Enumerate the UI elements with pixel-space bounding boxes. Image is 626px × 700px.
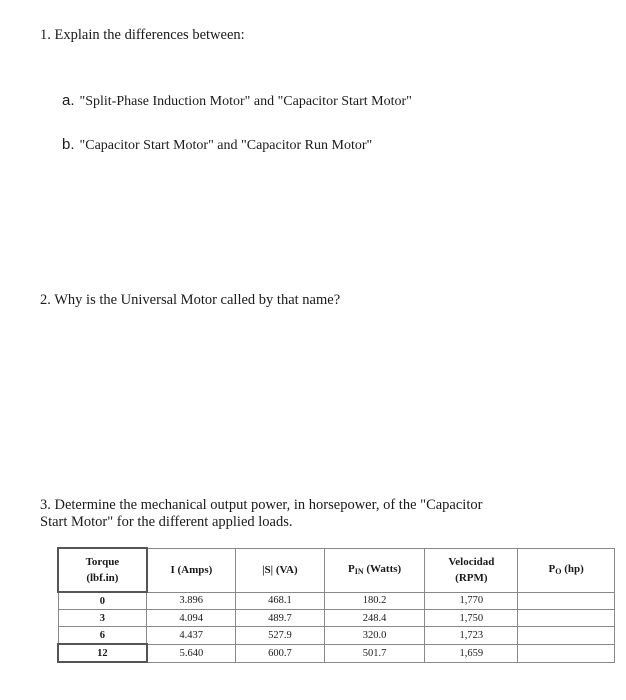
cell-va: 489.7 (236, 610, 325, 627)
header-current: I (Amps) (147, 548, 236, 592)
table-header-row (58, 548, 615, 592)
question-3-text (40, 497, 560, 531)
cell-watts: 501.7 (324, 644, 425, 662)
question-1-title: 1. Explain the differences between: (40, 27, 245, 43)
question-3-line-1: 3. Determine the mechanical output power, in horsepower, of the "Capacitor (40, 497, 483, 513)
header-input-power (324, 548, 425, 592)
cell-watts: 180.2 (324, 592, 425, 610)
cell-watts: 320.0 (324, 627, 425, 645)
cell-hp[interactable] (518, 610, 615, 627)
cell-hp[interactable] (518, 627, 615, 645)
cell-hp[interactable] (518, 592, 615, 610)
cell-va: 468.1 (236, 592, 325, 610)
header-velocity-line-1: Velocidad (448, 556, 495, 568)
cell-va: 527.9 (236, 627, 325, 645)
header-output-power-symbol: P (548, 562, 556, 575)
cell-rpm: 1,750 (425, 610, 518, 627)
cell-torque: 6 (58, 627, 147, 645)
question-1a-text: "Split-Phase Induction Motor" and "Capacitor Start Motor" (79, 94, 412, 109)
header-input-power-subscript: IN (354, 566, 364, 576)
motor-data-table (57, 547, 615, 663)
cell-amps: 4.437 (147, 627, 236, 645)
cell-watts: 248.4 (324, 610, 425, 627)
cell-torque: 12 (58, 644, 147, 662)
question-1b-text: "Capacitor Start Motor" and "Capacitor Run Motor" (79, 138, 373, 153)
header-apparent-power: |S| (VA) (236, 548, 325, 592)
question-1b (62, 136, 372, 154)
cell-va: 600.7 (236, 644, 325, 662)
table-row (58, 610, 615, 627)
cell-amps: 3.896 (147, 592, 236, 610)
question-2-title: 2. Why is the Universal Motor called by that name? (40, 292, 341, 308)
header-output-power (518, 548, 615, 592)
header-output-power-subscript: O (555, 566, 562, 576)
header-input-power-unit: (Watts) (363, 562, 402, 575)
table-row (58, 627, 615, 645)
header-velocity-line-2: (RPM) (455, 572, 488, 584)
cell-rpm: 1,770 (425, 592, 518, 610)
cell-torque: 0 (58, 592, 147, 610)
question-1b-label: b. (62, 136, 75, 153)
table-row (58, 644, 615, 662)
cell-rpm: 1,659 (425, 644, 518, 662)
header-torque (58, 548, 147, 592)
cell-hp[interactable] (518, 644, 615, 662)
header-output-power-unit: (hp) (561, 562, 584, 575)
header-velocity (425, 548, 518, 592)
question-1a (62, 92, 412, 110)
header-torque-line-1: Torque (85, 556, 120, 568)
cell-amps: 5.640 (147, 644, 236, 662)
header-torque-line-2: (lbf.in) (86, 572, 119, 584)
question-1a-label: a. (62, 92, 75, 109)
question-3-line-2: Start Motor" for the different applied loads. (40, 514, 293, 530)
header-input-power-symbol: P (348, 562, 355, 575)
table-row (58, 592, 615, 610)
cell-rpm: 1,723 (425, 627, 518, 645)
cell-amps: 4.094 (147, 610, 236, 627)
cell-torque: 3 (58, 610, 147, 627)
